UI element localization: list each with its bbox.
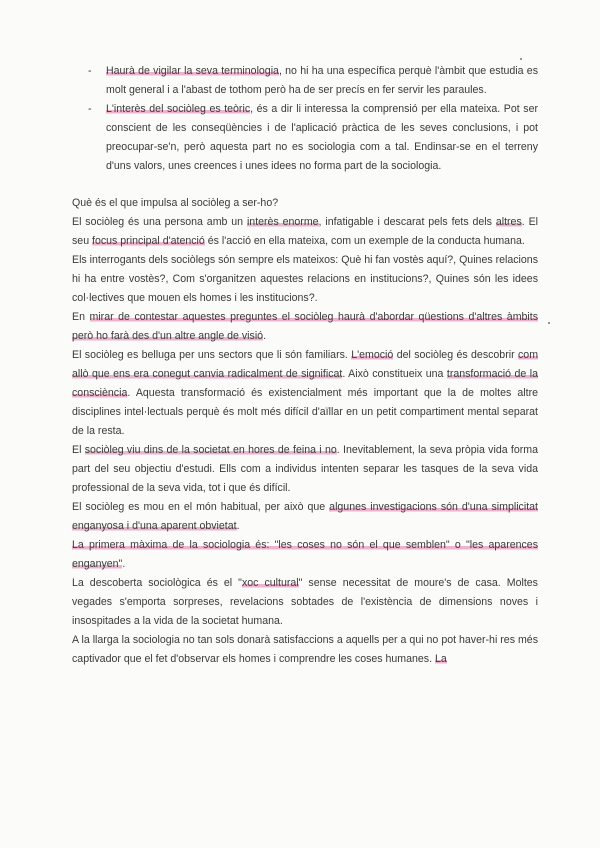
body-text: La descoberta sociològica és el " [72, 577, 242, 589]
body-text: El sociòleg es belluga per uns sectors que li són familiars. [72, 349, 352, 361]
body-text: . Això constitueix una [342, 368, 447, 380]
highlighted-text: mirar de contestar aquestes preguntes el sociòleg haurà d'abordar qüestions d'altres àmbits però ho farà des d'un altre angle de visió [72, 311, 538, 342]
paragraph [72, 308, 538, 346]
paragraph [72, 631, 538, 669]
body-text: . El seu [72, 216, 538, 247]
body-text: En [72, 311, 90, 323]
scan-speck [520, 58, 522, 60]
paragraph: Els interrogants dels sociòlegs són sempre els mateixos: Què hi fan vostès aquí?, Quines relacions hi ha entre vostès?, Com s'organitzen aquestes relacions en institucions?, Quines són les idees col·lectives que mouen els homes i les institucions?. [72, 254, 538, 304]
body-text: . [236, 520, 240, 532]
highlighted-text: Haurà de vigilar la seva terminologia [106, 65, 279, 77]
body-text: del sociòleg és descobrir [393, 349, 518, 361]
body-text: . Aquesta transformació és existencialment més important que la de moltes altre disciplines intel·lectuals perquè és molt més difícil d'aïllar en un petit compartiment mental separat de la resta. [72, 387, 538, 437]
body-text: El [72, 444, 85, 456]
body-text: " sense necessitat de moure's de casa. Moltes vegades s'emporta sorpreses, revelacions sobtades de l'existència de dimensions noves i insospitades a la vida de la societat humana. [72, 577, 538, 627]
paragraph [72, 346, 538, 441]
highlighted-text: interès enorme [246, 216, 319, 228]
paragraph [72, 441, 538, 498]
highlighted-text: algunes investigacions són d'una simplicitat enganyosa i d'una aparent obvietat [72, 501, 538, 532]
highlighted-text: La [435, 653, 447, 665]
body-text: , infatigable i descarat pels fets dels [318, 216, 496, 228]
highlighted-text: La primera màxima de la sociologia és: "les coses no són el que semblen" o "les aparences enganyen" [72, 539, 538, 570]
list-item [72, 100, 538, 176]
highlighted-text: xoc cultural [241, 577, 299, 589]
highlighted-text: transformació de la consciència [72, 368, 538, 399]
body-text: , no hi ha una específica perquè l'àmbit que estudia es molt general i a l'abast de tothom però ha de ser precís en fer servir les paraules. [106, 65, 538, 96]
body-text: , és a dir li interessa la comprensió per ella mateixa. Pot ser conscient de les conseqüències i de l'aplicació pràctica de les seves conclusions, i pot preocupar-se'n, però aquesta part no es sociologia com a tal. Endinsar-se en el terreny d'uns valors, unes creences i unes idees no forma part de la sociologia. [106, 103, 538, 172]
body-text: El sociòleg es mou en el món habitual, per això que [72, 501, 330, 513]
highlighted-text: altres [495, 216, 522, 228]
paragraph [72, 213, 538, 251]
highlighted-text: L'emoció [351, 349, 394, 361]
highlighted-text: com allò que ens era conegut canvia radicalment de significat [72, 349, 539, 380]
body-text: El sociòleg és una persona amb un [72, 216, 247, 228]
body-text: . Inevitablement, la seva pròpia vida forma part del seu objectiu d'estudi. Ells com a individus intenten separar les tasques de la seva vida professional de la seva vida, tot i que és difícil. [72, 444, 538, 494]
bullet-dash: - [88, 65, 92, 77]
highlighted-text: focus principal d'atenció [92, 235, 205, 247]
bullet-list [72, 62, 538, 176]
body-text: és l'acció en ella mateixa, com un exemple de la conducta humana. [204, 235, 525, 247]
bullet-dash: - [88, 103, 92, 115]
body-text: A la llarga la sociologia no tan sols donarà satisfaccions a aquells per a qui no pot haver-hi res més captivador que el fet d'observar els homes i comprendre les coses humanes. [72, 634, 538, 665]
paragraph [72, 574, 538, 631]
scan-speck [548, 322, 550, 324]
highlighted-text: sociòleg viu dins de la societat en hores de feina i no [84, 444, 337, 456]
paragraph [72, 498, 538, 536]
body-text: . [263, 330, 267, 342]
paragraph [72, 536, 538, 574]
highlighted-text: L'interès del sociòleg es teòric [106, 103, 251, 115]
list-item [72, 62, 538, 100]
section-question: Què és el que impulsa al sociòleg a ser-ho? [72, 197, 279, 209]
body-text: . [122, 558, 126, 570]
